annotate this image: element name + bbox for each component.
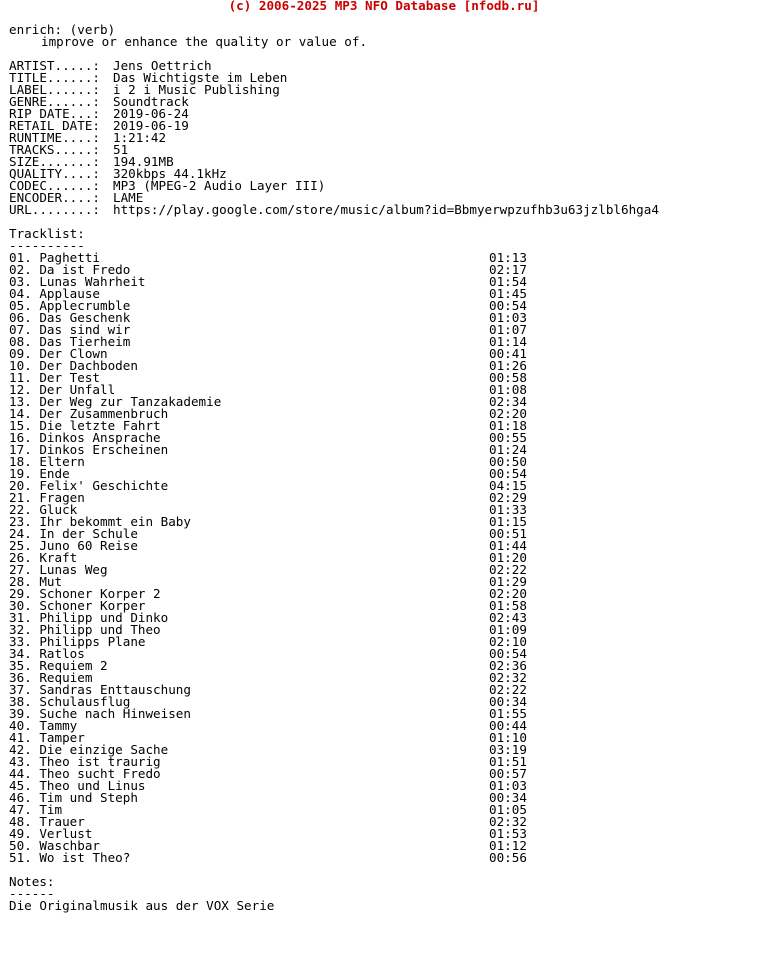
- track-row: [9, 492, 759, 504]
- track-row: [9, 792, 759, 804]
- info-label: TITLE......:: [9, 70, 100, 85]
- track-duration: 00:34: [489, 694, 527, 709]
- track-duration: 01:54: [489, 274, 527, 289]
- track-duration: 01:33: [489, 502, 527, 517]
- track-row: [9, 720, 759, 732]
- info-value: 2019-06-19: [113, 118, 189, 133]
- track-title: 01. Paghetti: [9, 250, 100, 265]
- track-title: 41. Tamper: [9, 730, 85, 745]
- track-title: 32. Philipp und Theo: [9, 622, 161, 637]
- track-duration: 00:55: [489, 430, 527, 445]
- info-value: 51: [113, 142, 129, 157]
- track-title: 11. Der Test: [9, 370, 100, 385]
- copyright-banner: (c) 2006-2025 MP3 NFO Database [nfodb.ru]: [228, 0, 540, 13]
- track-title: 13. Der Weg zur Tanzakademie: [9, 394, 222, 409]
- track-duration: 01:03: [489, 778, 527, 793]
- track-duration: 02:43: [489, 610, 527, 625]
- tracklist-heading: Tracklist:: [9, 226, 85, 241]
- info-label: LABEL......:: [9, 82, 100, 97]
- track-row: [9, 336, 759, 348]
- spacer: [9, 216, 759, 228]
- definition-term: enrich: (verb): [9, 22, 116, 37]
- track-duration: 01:15: [489, 514, 527, 529]
- track-duration: 02:17: [489, 262, 527, 277]
- track-duration: 01:12: [489, 838, 527, 853]
- track-title: 35. Requiem 2: [9, 658, 108, 673]
- track-duration: 01:14: [489, 334, 527, 349]
- track-duration: 01:45: [489, 286, 527, 301]
- info-value-url: https://play.google.com/store/music/album?id=Bbmyerwpzufhb3u63jzlbl6hga4: [113, 202, 659, 217]
- track-duration: 02:32: [489, 670, 527, 685]
- track-title: 18. Eltern: [9, 454, 85, 469]
- track-duration: 01:05: [489, 802, 527, 817]
- track-title: 12. Der Unfall: [9, 382, 116, 397]
- track-title: 47. Tim: [9, 802, 63, 817]
- info-label: GENRE......:: [9, 94, 100, 109]
- track-duration: 01:10: [489, 730, 527, 745]
- track-duration: 00:41: [489, 346, 527, 361]
- info-label: URL........:: [9, 202, 100, 217]
- notes-heading: Notes:: [9, 874, 55, 889]
- track-title: 14. Der Zusammenbruch: [9, 406, 169, 421]
- track-duration: 02:22: [489, 682, 527, 697]
- track-duration: 00:44: [489, 718, 527, 733]
- info-value: 1:21:42: [113, 130, 167, 145]
- track-row: [9, 648, 759, 660]
- track-duration: 01:24: [489, 442, 527, 457]
- track-title: 29. Schoner Korper 2: [9, 586, 161, 601]
- track-row: [9, 852, 759, 864]
- track-title: 50. Waschbar: [9, 838, 100, 853]
- track-duration: 02:34: [489, 394, 527, 409]
- track-title: 16. Dinkos Ansprache: [9, 430, 161, 445]
- info-label: QUALITY....:: [9, 166, 100, 181]
- track-duration: 01:13: [489, 250, 527, 265]
- track-title: 09. Der Clown: [9, 346, 108, 361]
- track-duration: 00:58: [489, 370, 527, 385]
- track-duration: 02:32: [489, 814, 527, 829]
- track-duration: 02:29: [489, 490, 527, 505]
- track-duration: 01:55: [489, 706, 527, 721]
- track-title: 38. Schulausflug: [9, 694, 131, 709]
- track-duration: 00:51: [489, 526, 527, 541]
- track-title: 08. Das Tierheim: [9, 334, 131, 349]
- track-duration: 03:19: [489, 742, 527, 757]
- track-row: [9, 708, 759, 720]
- track-title: 20. Felix' Geschichte: [9, 478, 169, 493]
- track-row: [9, 636, 759, 648]
- track-title: 22. Gluck: [9, 502, 78, 517]
- track-duration: 02:20: [489, 586, 527, 601]
- track-title: 04. Applause: [9, 286, 100, 301]
- track-duration: 01:03: [489, 310, 527, 325]
- track-title: 40. Tammy: [9, 718, 78, 733]
- track-row: [9, 360, 759, 372]
- track-title: 19. Ende: [9, 466, 70, 481]
- info-value: 2019-06-24: [113, 106, 189, 121]
- track-title: 46. Tim und Steph: [9, 790, 138, 805]
- spacer: [9, 864, 759, 876]
- info-value: Soundtrack: [113, 94, 189, 109]
- track-duration: 01:29: [489, 574, 527, 589]
- track-title: 39. Suche nach Hinweisen: [9, 706, 191, 721]
- info-label: CODEC......:: [9, 178, 100, 193]
- track-title: 24. In der Schule: [9, 526, 138, 541]
- track-row: [9, 564, 759, 576]
- track-duration: 01:08: [489, 382, 527, 397]
- track-title: 33. Philipps Plane: [9, 634, 146, 649]
- track-duration: 02:22: [489, 562, 527, 577]
- track-title: 25. Juno 60 Reise: [9, 538, 138, 553]
- info-label: TRACKS.....:: [9, 142, 100, 157]
- track-duration: 01:07: [489, 322, 527, 337]
- nfo-document: [9, 24, 759, 912]
- track-row: [9, 816, 759, 828]
- track-title: 23. Ihr bekommt ein Baby: [9, 514, 191, 529]
- track-title: 51. Wo ist Theo?: [9, 850, 131, 865]
- track-title: 45. Theo und Linus: [9, 778, 146, 793]
- track-row: [9, 480, 759, 492]
- track-duration: 02:20: [489, 406, 527, 421]
- info-label: RETAIL DATE:: [9, 118, 100, 133]
- info-value: i 2 i Music Publishing: [113, 82, 280, 97]
- track-title: 31. Philipp und Dinko: [9, 610, 169, 625]
- track-title: 28. Mut: [9, 574, 63, 589]
- track-row: [9, 804, 759, 816]
- info-value: LAME: [113, 190, 144, 205]
- track-title: 21. Fragen: [9, 490, 85, 505]
- track-title: 30. Schoner Korper: [9, 598, 146, 613]
- track-duration: 01:51: [489, 754, 527, 769]
- track-duration: 00:57: [489, 766, 527, 781]
- track-title: 48. Trauer: [9, 814, 85, 829]
- track-row: [9, 444, 759, 456]
- track-title: 06. Das Geschenk: [9, 310, 131, 325]
- track-title: 44. Theo sucht Fredo: [9, 766, 161, 781]
- track-row: [9, 276, 759, 288]
- tracklist-rule: ----------: [9, 238, 85, 253]
- release-info: [9, 60, 759, 216]
- track-row: [9, 456, 759, 468]
- track-row: [9, 372, 759, 384]
- notes-text: Die Originalmusik aus der VOX Serie: [9, 898, 275, 913]
- track-title: 10. Der Dachboden: [9, 358, 138, 373]
- track-title: 36. Requiem: [9, 670, 93, 685]
- track-title: 02. Da ist Fredo: [9, 262, 131, 277]
- info-value: Jens Oettrich: [113, 58, 212, 73]
- info-value: 194.91MB: [113, 154, 174, 169]
- track-title: 34. Ratlos: [9, 646, 85, 661]
- track-duration: 00:50: [489, 454, 527, 469]
- track-duration: 01:44: [489, 538, 527, 553]
- track-row: [9, 660, 759, 672]
- track-title: 03. Lunas Wahrheit: [9, 274, 146, 289]
- track-duration: 01:26: [489, 358, 527, 373]
- info-value: MP3 (MPEG-2 Audio Layer III): [113, 178, 326, 193]
- info-label: ARTIST.....:: [9, 58, 100, 73]
- info-value: Das Wichtigste im Leben: [113, 70, 288, 85]
- info-value: 320kbps 44.1kHz: [113, 166, 227, 181]
- track-duration: 01:18: [489, 418, 527, 433]
- tracklist: [9, 252, 759, 864]
- track-title: 37. Sandras Enttauschung: [9, 682, 191, 697]
- info-label: ENCODER....:: [9, 190, 100, 205]
- track-duration: 02:36: [489, 658, 527, 673]
- track-title: 42. Die einzige Sache: [9, 742, 169, 757]
- track-duration: 01:20: [489, 550, 527, 565]
- track-duration: 00:54: [489, 646, 527, 661]
- track-duration: 01:09: [489, 622, 527, 637]
- info-label: SIZE.......:: [9, 154, 100, 169]
- info-label: RUNTIME....:: [9, 130, 100, 145]
- track-title: 26. Kraft: [9, 550, 78, 565]
- track-title: 07. Das sind wir: [9, 322, 131, 337]
- track-title: 15. Die letzte Fahrt: [9, 418, 161, 433]
- track-duration: 01:58: [489, 598, 527, 613]
- track-duration: 01:53: [489, 826, 527, 841]
- track-title: 27. Lunas Weg: [9, 562, 108, 577]
- track-row: [9, 828, 759, 840]
- notes-rule: ------: [9, 886, 55, 901]
- info-label: RIP DATE...:: [9, 106, 100, 121]
- track-title: 05. Applecrumble: [9, 298, 131, 313]
- track-row: [9, 552, 759, 564]
- track-duration: 00:34: [489, 790, 527, 805]
- track-title: 49. Verlust: [9, 826, 93, 841]
- track-duration: 00:54: [489, 298, 527, 313]
- track-duration: 00:56: [489, 850, 527, 865]
- track-duration: 04:15: [489, 478, 527, 493]
- track-duration: 02:10: [489, 634, 527, 649]
- track-duration: 00:54: [489, 466, 527, 481]
- track-title: 43. Theo ist traurig: [9, 754, 161, 769]
- track-title: 17. Dinkos Erscheinen: [9, 442, 169, 457]
- info-row-url: [9, 204, 759, 216]
- track-row: [9, 540, 759, 552]
- definition-meaning: improve or enhance the quality or value of.: [41, 34, 368, 49]
